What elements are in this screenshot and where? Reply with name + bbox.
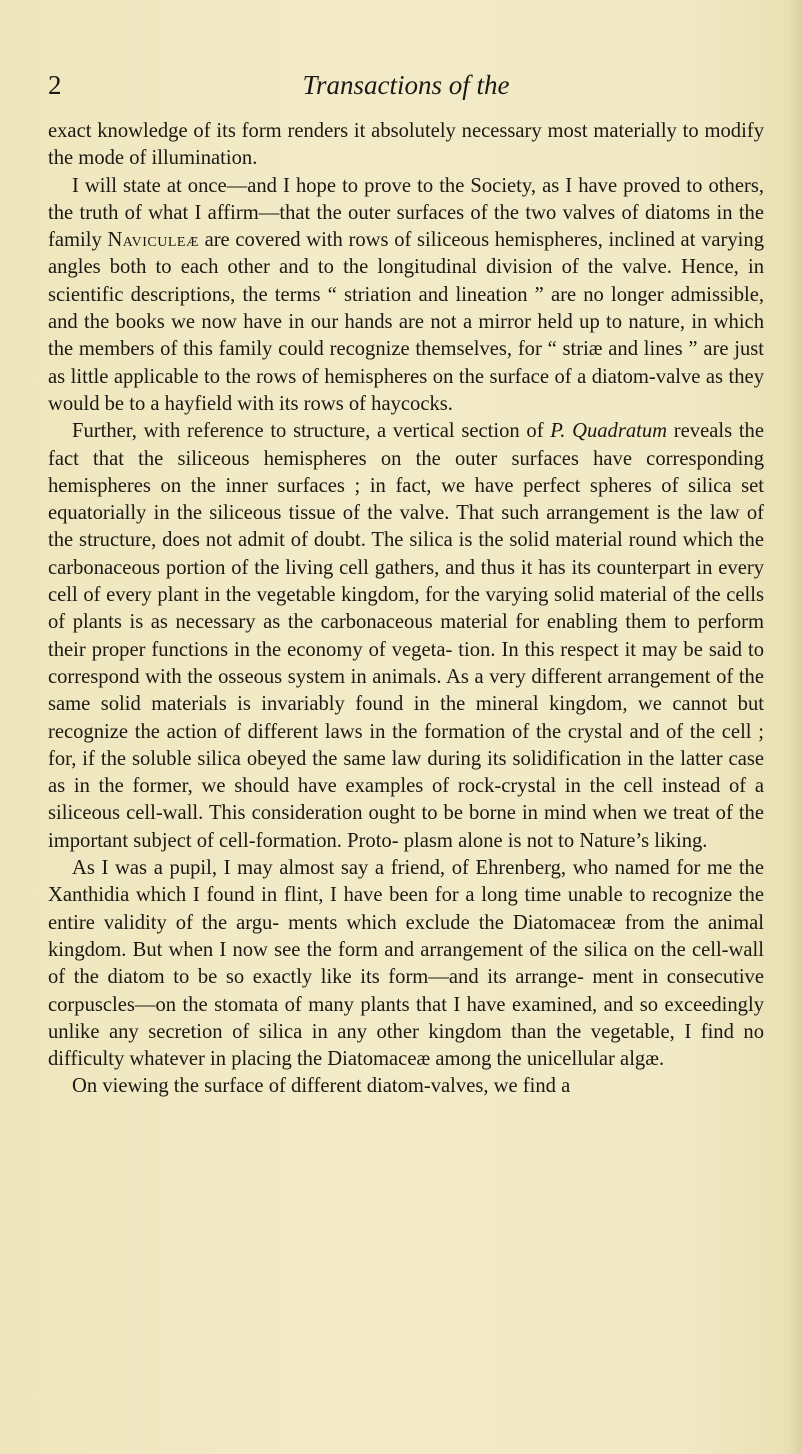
paragraph-text: are covered with rows of siliceous hemispheres, inclined at varying angles both to each other and to the longitudinal division of the valve. Hence, in scientific descriptions, the terms “ striation and lineation ” are no longer admissible, and the books we now have in our hands are not a mirror held up to nature, in which the members of this family could recognize themselves, for “ striæ and lines ” are just as little applicable to the rows of hemispheres on the surface of a diatom-valve as they would be to a hayfield with its rows of haycocks. (48, 229, 764, 415)
body-text (48, 118, 764, 1101)
paragraph-5 (48, 1073, 764, 1100)
paragraph-2 (48, 173, 764, 419)
paragraph-1 (48, 118, 764, 173)
paragraph-4 (48, 855, 764, 1073)
paragraph-3 (48, 418, 764, 855)
paragraph-text: Further, with reference to structure, a vertical section of (72, 420, 551, 443)
page-header (48, 70, 764, 110)
paragraph-text: reveals the fact that the siliceous hemispheres on the outer surfaces have corresponding hemispheres on the inner surfaces ; in fact, we have perfect spheres of silica set equatorially in the siliceous tissue of the valve. That such arrangement is the law of the structure, does not admit of doubt. The silica is the solid material round which the carbonaceous portion of the living cell gathers, and thus it has its counterpart in every cell of every plant in the vegetable kingdom, for the varying solid material of the cells of plants is as necessary as the carbonaceous material for enabling them to perform their proper functions in the economy of vegeta- tion. In this respect it may be said to correspond with the osseous system in animals. As a very different arrangement of the same solid materials is invariably found in the mineral kingdom, we cannot but recognize the action of different laws in the formation of the crystal and of the cell ; for, if the soluble silica obeyed the same law during its solidification in the latter case as in the former, we should have examples of rock-crystal in the cell instead of a siliceous cell-wall. This consideration ought to be borne in mind when we treat of the important subject of cell-formation. Proto- plasm alone is not to Nature’s liking. (48, 420, 764, 852)
species-name-italic: P. Quadratum (550, 420, 668, 443)
paragraph-text: As I was a pupil, I may almost say a friend, of Ehrenberg, who named for me the Xanthidia which I found in flint, I have been for a long time unable to recognize the entire validity of the argu- ments which exclude the Diatomaceæ from the animal kingdom. But when I now see the form and arrangement of the silica on the cell-wall of the diatom to be so exactly like its form—and its arrange- ment in consecutive corpuscles—on the stomata of many plants that I have examined, and so exceedingly unlike any secretion of silica in any other kingdom than the vegetable, I find no difficulty whatever in placing the Diatomaceæ among the unicellular algæ. (48, 857, 764, 1071)
paragraph-text: exact knowledge of its form renders it absolutely necessary most materially to modify the mode of illumination. (48, 120, 764, 170)
paragraph-text: I will state at once—and I hope to prove to the Society, as I have proved to others, the truth of what I affirm—that the outer surfaces of the two valves of diatoms in the family (48, 174, 764, 252)
page-number: 2 (48, 70, 62, 100)
running-head: Transactions of the (302, 70, 510, 100)
page-edge-shadow (787, 0, 801, 1454)
family-name-smallcaps: Naviculeæ (107, 229, 199, 252)
paragraph-text: On viewing the surface of different diatom-valves, we find a (72, 1075, 571, 1098)
